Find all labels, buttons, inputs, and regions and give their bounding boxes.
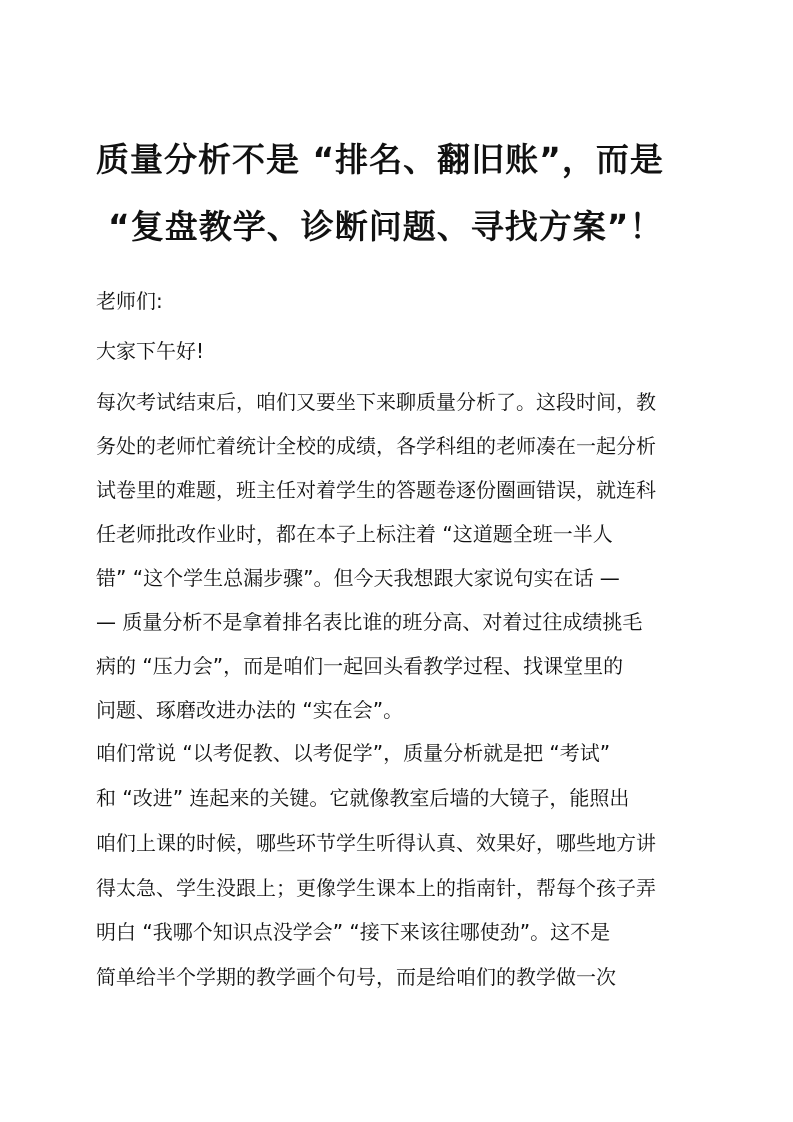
text-line: 每次考试结束后，咱们又要坐下来聊质量分析了。这段时间，教: [96, 390, 656, 414]
text-line: 咱们上课的时候，哪些环节学生听得认真、效果好，哪些地方讲: [96, 831, 656, 855]
text-line: — 质量分析不是拿着排名表比谁的班分高、对着过往成绩挑毛: [96, 610, 643, 634]
text-line: 试卷里的难题，班主任对着学生的答题卷逐份圈画错误，就连科: [96, 478, 656, 502]
text-line: 咱们常说 “以考促教、以考促学”，质量分析就是把 “考试”: [96, 741, 611, 765]
text-line: 简单给半个学期的教学画个句号，而是给咱们的教学做一次: [96, 965, 616, 989]
greeting: 大家下午好!: [96, 339, 205, 363]
text-line: 病的 “压力会”，而是咱们一起回头看教学过程、找课堂里的: [96, 654, 624, 678]
text-line: 和 “改进” 连起来的关键。它就像教室后墙的大镜子，能照出: [96, 786, 630, 810]
text-line: 任老师批改作业时，都在本子上标注着 “这道题全班一半人: [96, 522, 613, 546]
text-line: 错” “这个学生总漏步骤”。但今天我想跟大家说句实在话 —: [96, 566, 620, 590]
salutation: 老师们:: [96, 289, 163, 313]
text-line: 得太急、学生没跟上；更像学生课本上的指南针，帮每个孩子弄: [96, 876, 656, 900]
text-line: 问题、琢磨改进办法的 “实在会”。: [96, 698, 404, 722]
title-line-1: 质量分析不是 “排名、翻旧账”，而是: [96, 140, 664, 179]
text-line: 明白 “我哪个知识点没学会” “接下来该往哪使劲”。这不是: [96, 920, 611, 944]
text-line: 务处的老师忙着统计全校的成绩，各学科组的老师凑在一起分析: [96, 434, 656, 458]
title-line-2: “复盘教学、诊断问题、寻找方案”！: [108, 207, 664, 246]
